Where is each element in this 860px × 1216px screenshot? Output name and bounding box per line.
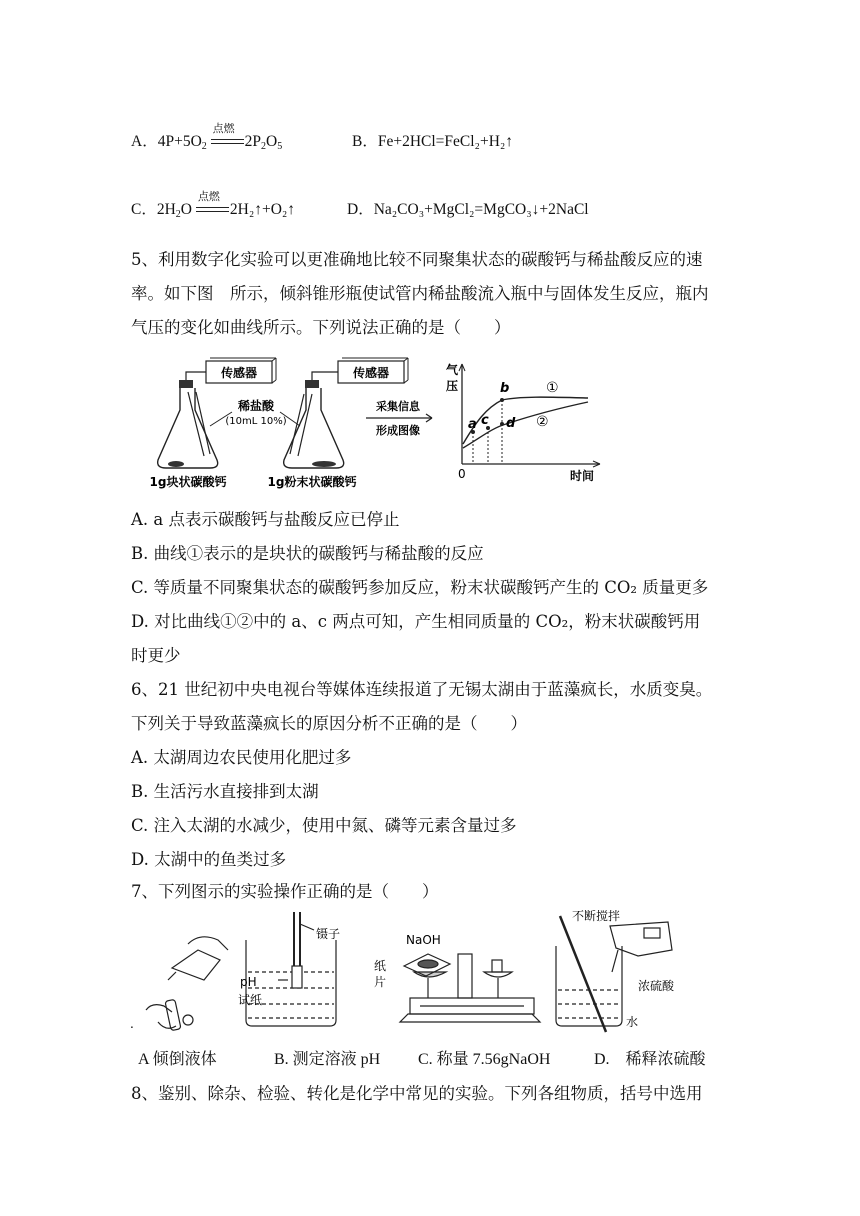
q5-option-b: B. 曲线①表示的是块状的碳酸钙与稀盐酸的反应 [131, 544, 484, 563]
tweezers-label: 镊子 [316, 927, 341, 941]
sensor-box-1 [206, 358, 276, 383]
q5-stem-line1: 5、利用数字化实验可以更准确地比较不同聚集状态的碳酸钙与稀盐酸反应的速 [131, 250, 703, 269]
q6-option-a: A. 太湖周边农民使用化肥过多 [131, 748, 352, 767]
x-axis-label: 时间 [570, 469, 595, 483]
pour-liquid-illustration [146, 937, 228, 1031]
balance-illustration [400, 954, 540, 1022]
naoh-label: NaOH [406, 933, 441, 947]
q7-caption-b: B. 测定溶液 pH [274, 1051, 381, 1068]
q8-stem-line1: 8、鉴别、除杂、检验、转化是化学中常见的实验。下列各组物质，括号中选用 [131, 1084, 703, 1103]
sensor-label-2: 传感器 [352, 366, 390, 380]
q7-caption-a: A 倾倒液体 [138, 1051, 217, 1068]
q5-option-c: C. 等质量不同聚集状态的碳酸钙参加反应，粉末状碳酸钙产生的 CO₂ 质量更多 [131, 578, 709, 597]
q4-option-a: A．$4P+5O_2$ 点燃 $2P_2O_5$ [131, 129, 282, 152]
pressure-graph [446, 362, 600, 483]
acid-label: 稀盐酸 [237, 399, 275, 413]
reaction-equals-sign [211, 139, 244, 144]
q7-lab-figure [128, 910, 688, 1035]
q4-option-c: C．$2H_2O$ 点燃 2H₂↑+O₂↑ [131, 197, 295, 220]
point-a: a [468, 417, 477, 432]
ph-paper-label-2: 试纸 [238, 993, 263, 1007]
q5-option-d-line2: 时更少 [131, 646, 181, 665]
conc-acid-label: 浓硫酸 [638, 979, 675, 993]
reaction-equals-sign [196, 207, 229, 212]
sensor-label-1: 传感器 [220, 366, 258, 380]
y-axis-label-1: 气 [446, 363, 459, 377]
stir-label: 不断搅拌 [572, 910, 621, 923]
dilute-acid-illustration [556, 916, 672, 1032]
condition-ignite: 点燃 [212, 123, 235, 136]
flask1-label: 1g块状碳酸钙 [149, 475, 227, 489]
sensor-box-2 [338, 358, 408, 383]
q4-option-b: B．Fe+2HCl=FeCl₂+H₂↑ [352, 133, 514, 150]
paper-label-1: 纸 [374, 959, 387, 973]
origin-label: 0 [458, 467, 466, 481]
flask2-label: 1g粉末状碳酸钙 [267, 475, 357, 489]
q6-option-c: C. 注入太湖的水减少，使用中氮、磷等元素含量过多 [131, 816, 517, 835]
acid-concentration: (10mL 10%) [225, 416, 287, 427]
q6-option-b: B. 生活污水直接排到太湖 [131, 782, 319, 801]
curve-2-label: ② [536, 414, 549, 430]
paper-label-2: 片 [374, 975, 387, 989]
q6-stem-line2: 下列关于导致蓝藻疯长的原因分析不正确的是（ ） [131, 714, 527, 733]
q5-experiment-figure [140, 352, 610, 492]
figure-dot: . [130, 1017, 134, 1031]
q5-stem-line2: 率。如下图 所示，倾斜锥形瓶使试管内稀盐酸流入瓶中与固体发生反应，瓶内 [131, 284, 709, 303]
flask-lump-caco3 [158, 380, 218, 468]
curve-1-label: ① [546, 380, 559, 396]
flask-powder-caco3 [284, 380, 344, 468]
water-label: 水 [626, 1015, 639, 1029]
point-c: c [481, 413, 489, 428]
q4-option-d: D．Na₂CO₃+MgCl₂=MgCO₃↓+2NaCl [347, 201, 589, 218]
point-b: b [500, 381, 510, 396]
q6-stem-line1: 6、21 世纪初中央电视台等媒体连续报道了无锡太湖由于蓝藻疯长，水质变臭。 [131, 680, 713, 699]
ph-paper-label-1: pH [240, 975, 257, 989]
q5-option-a: A. a 点表示碳酸钙与盐酸反应已停止 [131, 510, 400, 529]
condition-ignite: 点燃 [197, 191, 220, 204]
point-d: d [506, 416, 516, 431]
arrow-label-top: 采集信息 [376, 400, 420, 413]
q7-caption-d: D. 稀释浓硫酸 [594, 1051, 706, 1068]
y-axis-label-2: 压 [446, 379, 459, 393]
q7-caption-c: C. 称量 7.56gNaOH [418, 1051, 551, 1068]
arrow-label-bottom: 形成图像 [376, 424, 420, 437]
q7-stem: 7、下列图示的实验操作正确的是（ ） [131, 882, 439, 901]
q5-option-d-line1: D. 对比曲线①②中的 a、c 两点可知，产生相同质量的 CO₂，粉末状碳酸钙用 [131, 612, 701, 631]
q5-stem-line3: 气压的变化如曲线所示。下列说法正确的是（ ） [131, 318, 511, 337]
q6-option-d: D. 太湖中的鱼类过多 [131, 850, 287, 869]
